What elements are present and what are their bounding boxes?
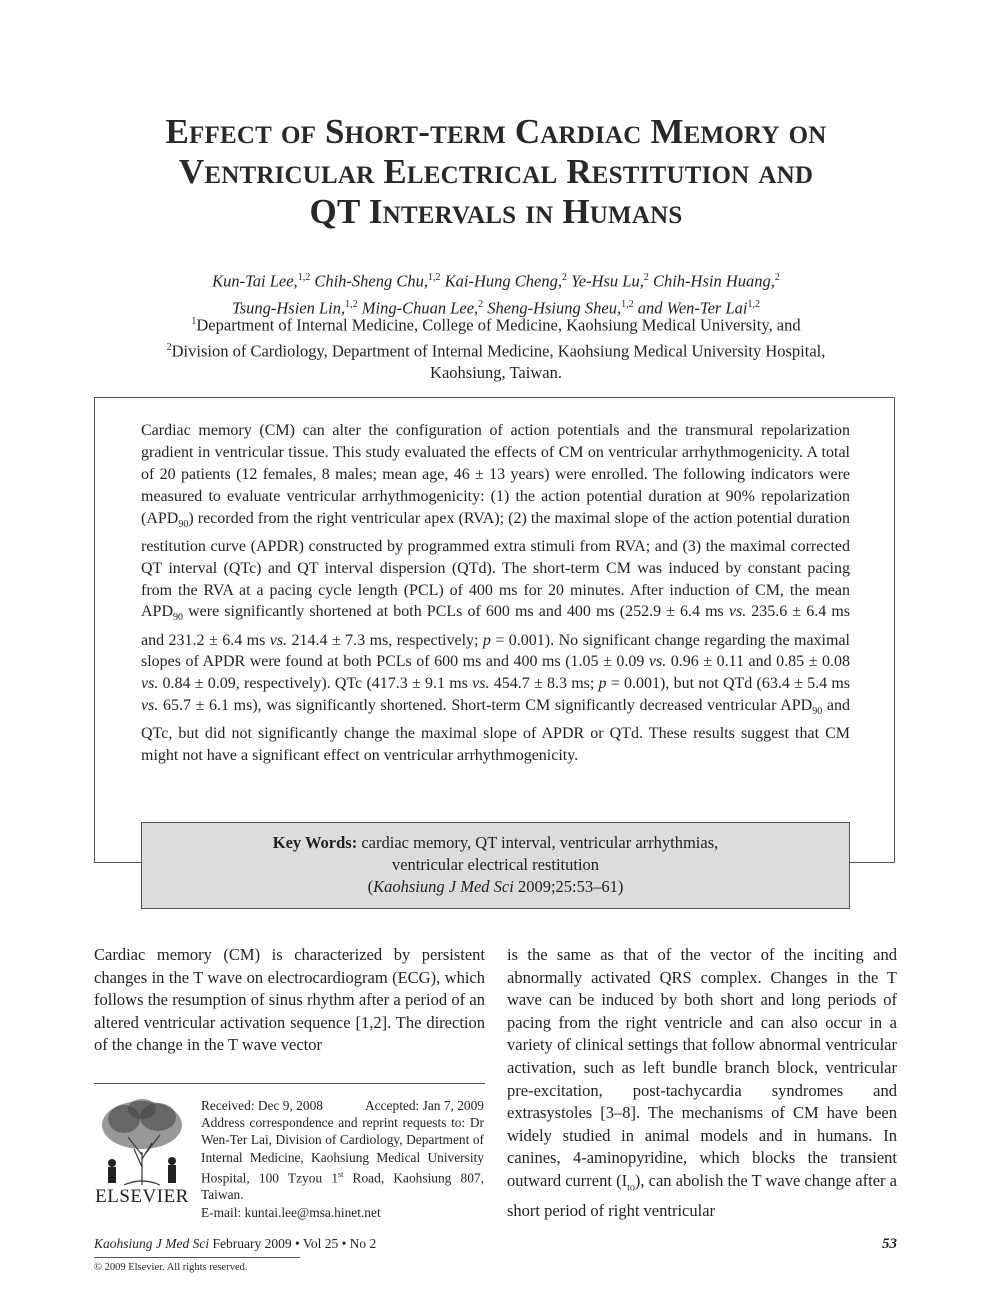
publisher-wordmark: ELSEVIER: [95, 1186, 189, 1207]
correspondence-note: [201, 1097, 484, 1221]
affiliation-1: $^1$Department of Internal Medicine, College of Medicine, Kaohsiung Medical University, and: [191, 315, 801, 335]
accepted-date: Accepted: Jan 7, 2009: [365, 1098, 484, 1113]
copyright-notice: © 2009 Elsevier. All rights reserved.: [94, 1262, 248, 1273]
affiliation-3: Kaohsiung, Taiwan.: [430, 363, 562, 382]
footer-rule: [94, 1257, 300, 1258]
title-line-1: Effect of Short-term Cardiac Memory on: [165, 112, 827, 151]
received-date: Received: Dec 9, 2008: [201, 1098, 323, 1113]
email-line: E-mail: kuntai.lee@msa.hinet.net: [201, 1204, 381, 1220]
elsevier-tree-logo-icon: [94, 1097, 189, 1187]
keywords-label: Key Words:: [272, 833, 358, 852]
affiliations: [0, 311, 992, 384]
page-number: 53: [882, 1236, 897, 1252]
keywords-line-1: Key Words: cardiac memory, QT interval, ventricular arrhythmias,: [272, 833, 719, 852]
keywords-box: [141, 822, 850, 909]
affiliation-2: $^2$Division of Cardiology, Department of Internal Medicine, Kaohsiung Medical University Hospital,: [166, 341, 826, 360]
dates-row: [201, 1097, 484, 1114]
footnote-divider: [94, 1083, 485, 1084]
author-line-2: Tsung-Hsien Lin,$^{1,2}$ Ming-Chuan Lee,$^2$ Sheng-Hsiung Sheu,$^{1,2}$ and Wen-Ter Lai$^{1,2}$: [232, 298, 760, 317]
author-line-1: Kun-Tai Lee,$^{1,2}$ Chih-Sheng Chu,$^{1,2}$ Kai-Hung Cheng,$^2$ Ye-Hsu Lu,$^2$ Chih-Hsin Huang,$^2$: [212, 271, 780, 291]
journal-issue: Kaohsiung J Med Sci February 2009 • Vol 25 • No 2: [94, 1236, 377, 1251]
citation: (Kaohsiung J Med Sci 2009;25:53–61): [367, 877, 624, 896]
article-title: [0, 112, 992, 232]
page-footer: [94, 1236, 897, 1253]
title-line-3: QT Intervals in Humans: [309, 192, 683, 231]
abstract-text: Cardiac memory (CM) can alter the configuration of action potentials and the transmural repolarization gradient in ventricular tissue. This study evaluated the effects of CM on ventricular arrhythmogenicity. A total of 20 patients (12 females, 8 males; mean age, 46 ± 13 years) were enrolled. The following indicators were measured to evaluate ventricular arrhythmogenicity: (1) the action potential duration at 90% repolarization $(APD_{90})$ recorded from the right ventricular apex (RVA); (2) the maximal slope of the action potential duration restitution curve (APDR) constructed by programmed extra stimuli from RVA; and (3) the maximal corrected QT interval (QTc) and QT interval dispersion (QTd). The short-term CM was induced by constant pacing from the RVA at a pacing cycle length (PCL) of 400 ms for 20 minutes. After induction of CM, the mean $APD_{90}$ were significantly shortened at both PCLs of 600 ms and 400 ms (252.9 ± 6.4 ms vs. 235.6 ± 6.4 ms and 231.2 ± 6.4 ms vs. 214.4 ± 7.3 ms, respectively; p = 0.001). No significant change regarding the maximal slopes of APDR were found at both PCLs of 600 ms and 400 ms (1.05 ± 0.09 vs. 0.96 ± 0.11 and 0.85 ± 0.08 vs. 0.84 ± 0.09, respectively). QTc (417.3 ± 9.1 ms vs. 454.7 ± 8.3 ms; p = 0.001), but not QTd (63.4 ± 5.4 ms vs. 65.7 ± 6.1 ms), was significantly shortened. Short-term CM significantly decreased ventricular $APD_{90}$ and QTc, but did not significantly change the maximal slope of APDR or QTd. These results suggest that CM might not have a significant effect on ventricular arrhythmogenicity.: [141, 422, 851, 765]
title-line-2: Ventricular Electrical Restitution and: [178, 152, 814, 191]
body-column-right: is the same as that of the vector of the inciting and abnormally activated QRS complex. Changes in the T wave can be induced by both short and long periods of pacing from the right ventricle and can also occur in a variety of clinical settings that follow abnormal ventricular activation, such as left bundle branch block, ventricular pre-excitation, post-tachycardia syndromes and extrasystoles [3–8]. The mechanisms of CM have been widely studied in animal models and in humans. In canines, 4-aminopyridine, which blocks the transient outward current $(I_{to})$, can abolish the T wave change after a short period of right ventricular: [507, 945, 897, 1220]
body-column-left: Cardiac memory (CM) is characterized by persistent changes in the T wave on electrocardiogram (ECG), which follows the resumption of sinus rhythm after a period of an altered ventricular activation sequence [1,2]. The direction of the change in the T wave vector: [94, 945, 485, 1055]
keywords-line-2: ventricular electrical restitution: [391, 855, 600, 874]
correspondence-address: Address correspondence and reprint requests to: Dr Wen-Ter Lai, Division of Cardiology, Department of Internal Medicine, Kaohsiung Medical University Hospital, 100 Tzyou 1st Road, Kaohsiung 807, Taiwan.: [201, 1115, 484, 1203]
